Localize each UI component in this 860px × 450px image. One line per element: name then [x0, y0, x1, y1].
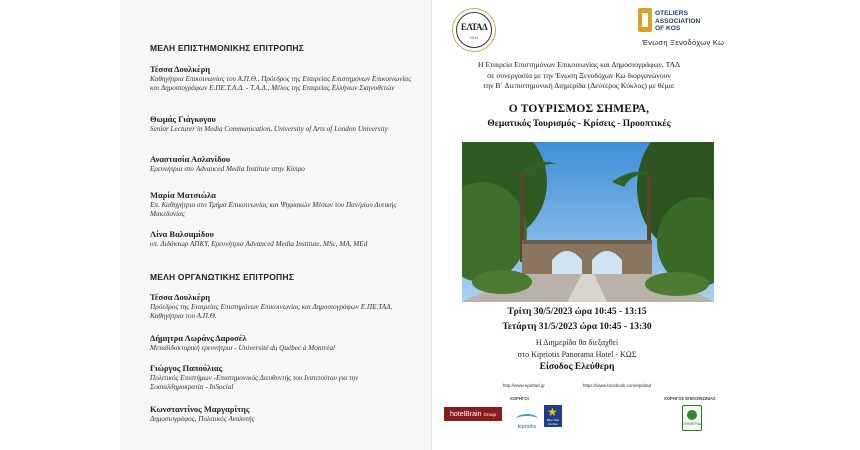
hoteliers-logo-line: ASSOCIATION [655, 17, 701, 25]
links-row [442, 383, 712, 388]
intro-text [454, 60, 704, 92]
left-margin [0, 0, 120, 450]
member-name: Αναστασία Ασλανίδου [150, 154, 231, 164]
event-date-1: Τρίτη 30/5/2023 ώρα 10:45 - 13:15 [507, 307, 647, 317]
committee-member [150, 154, 412, 174]
eltad-logo-ring [456, 12, 492, 48]
media-sponsor-logo [682, 405, 702, 431]
sponsors-label: ΧΟΡΗΓΟΙ [510, 396, 529, 401]
kipriotis-logo [510, 404, 544, 430]
kipriotis-wave-icon [516, 414, 538, 424]
eltad-logo [452, 8, 496, 52]
member-name: Γιώργος Παπούλιας [150, 363, 223, 373]
committee-member [150, 190, 412, 220]
bluestar-text: Blue Star Ferries [546, 418, 560, 426]
organizing-committee-heading: ΜΕΛΗ ΟΡΓΑΝΩΤΙΚΗΣ ΕΠΙΤΡΟΠΗΣ [150, 272, 294, 282]
committee-member [150, 333, 412, 353]
free-entry: Είσοδος Ελεύθερη [539, 362, 615, 372]
member-description: Καθηγήτρια Επικοινωνίας του Α.Π.Θ., Πρόεδρος της Εταιρείας Επιστημόνων Επικοινωνίας και Δημοσιογράφων Ε.ΠΕ.Τ.Α.Δ. - Τ.Α.Δ., Μέλος της Εταιρείας Ελλήνων Σκηνοθετών [150, 75, 412, 93]
committee-member [150, 363, 412, 393]
website-link[interactable]: http://www.epeltad.gr [502, 383, 545, 388]
media-sponsor-label: ΧΟΡΗΓΟΣ ΕΠΙΚΟΙΝΩΝΙΑΣ [664, 396, 716, 401]
event-date-2: Τετάρτη 31/5/2023 ώρα 10:45 - 13:30 [502, 322, 652, 332]
newspaper-icon [687, 410, 697, 420]
member-description: Μεταδιδακτορική ερευνήτρια - Université du Québec à Montréal [150, 344, 336, 352]
eltad-logo-text: ΕΛΤΑΔ [460, 21, 488, 32]
hoteliers-logo-line: OTELIERS [655, 10, 688, 17]
scientific-committee-heading: ΜΕΛΗ ΕΠΙΣΤΗΜΟΝΙΚΗΣ ΕΠΙΤΡΟΠΗΣ [150, 43, 305, 53]
hoteliers-association-logo [638, 8, 720, 36]
event-subtitle: Θεματικός Τουρισμός - Κρίσεις - Προοπτικές [487, 119, 671, 129]
star-icon: ★ [547, 405, 558, 419]
member-name: Τέσσα Δουλκέρη [150, 64, 211, 74]
member-description: Ερευνήτρια στο Advanced Media Institute στην Κύπρο [150, 165, 305, 173]
member-description: υπ. Διδάκτωρ ΑΠΚΥ, Ερευνήτρια Advanced Media Institute, MSc, MA, MEd [150, 240, 368, 248]
photo-illustration [462, 142, 714, 302]
committee-member [150, 292, 412, 322]
committee-member [150, 229, 412, 249]
member-description: Δημοσιογράφος, Πολιτικός Αναλυτής [150, 415, 255, 423]
brochure-right-page [432, 0, 725, 450]
member-name: Τέσσα Δουλκέρη [150, 292, 211, 302]
committee-member [150, 114, 412, 134]
event-title: Ο ΤΟΥΡΙΣΜΟΣ ΣΗΜΕΡΑ, [508, 103, 650, 115]
brochure-left-page [120, 0, 432, 450]
member-name: Δήμητρα Λωράνς Δαροσέλ [150, 333, 247, 343]
media-sponsor-text: ΕΦΗΜΕΡΙΔΑ [681, 422, 703, 426]
hoteliers-caption: Ένωση Ξενοδόχων Κω [642, 38, 725, 47]
member-description: Επ. Καθηγήτρια στο Τμήμα Επικοινωνίας και Ψηφιακών Μέσων του Παν/μίου Δυτικής Μακεδονίας [150, 201, 397, 219]
intro-line: την Β΄ Διεπιστημονική Διημερίδα (Δεύτερος Κύκλος) με θέμα: [483, 81, 675, 91]
hoteliers-h-icon [638, 8, 652, 32]
hotelbrain-tag: Group [483, 411, 497, 417]
member-name: Θωμάς Γιάγκογου [150, 114, 216, 124]
right-margin [725, 0, 860, 450]
hotelbrain-logo [444, 407, 502, 421]
kos-harbor-photo [462, 142, 714, 302]
member-name: Λίνα Βαλσαμίδου [150, 229, 214, 239]
hoteliers-logo-text [655, 10, 700, 33]
member-name: Μαρία Ματσιώλα [150, 190, 216, 200]
committee-member [150, 64, 412, 94]
facebook-link[interactable]: https://www.facebook.com/epeltad [582, 383, 652, 388]
hoteliers-logo-line: OF KOS [655, 25, 681, 32]
intro-line: σε συνεργασία με την Ένωση Ξενοδόχων Κω διοργανώνουν [487, 70, 671, 80]
venue-line: στο Kipriotis Panorama Hotel - ΚΩΣ [517, 350, 637, 359]
member-description: Πρόεδρος της Εταιρείας Επιστημόνων Επικοινωνίας και Δημοσιογράφων Ε.ΠΕ.ΤΑΔ, Καθηγήτρια του Α.Π.Θ. [150, 303, 393, 321]
member-name: Κωνσταντίνος Μαργαρίτης [150, 404, 250, 414]
member-description: Senior Lecturer in Media Communication, University of Arts of London University [150, 125, 388, 133]
committee-member [150, 404, 412, 424]
hotelbrain-text: hotelBrain [449, 410, 482, 418]
intro-line: Η Εταιρεία Επιστημόνων Επικοινωνίας και Δημοσιογράφων, ΤΑΔ [478, 60, 680, 69]
venue-line: Η Διημερίδα θα διεξαχθεί [535, 338, 619, 347]
eltad-logo-year: 2014 [469, 34, 479, 40]
kipriotis-text: kipriotis [517, 424, 537, 430]
member-description: Πολιτικός Επιστήμων -Επιστημονικός Διευθυντής του Ινστιτούτου για την Σοσιαλδημοκρατία - InSocial [150, 374, 359, 392]
bluestar-logo [544, 405, 562, 427]
